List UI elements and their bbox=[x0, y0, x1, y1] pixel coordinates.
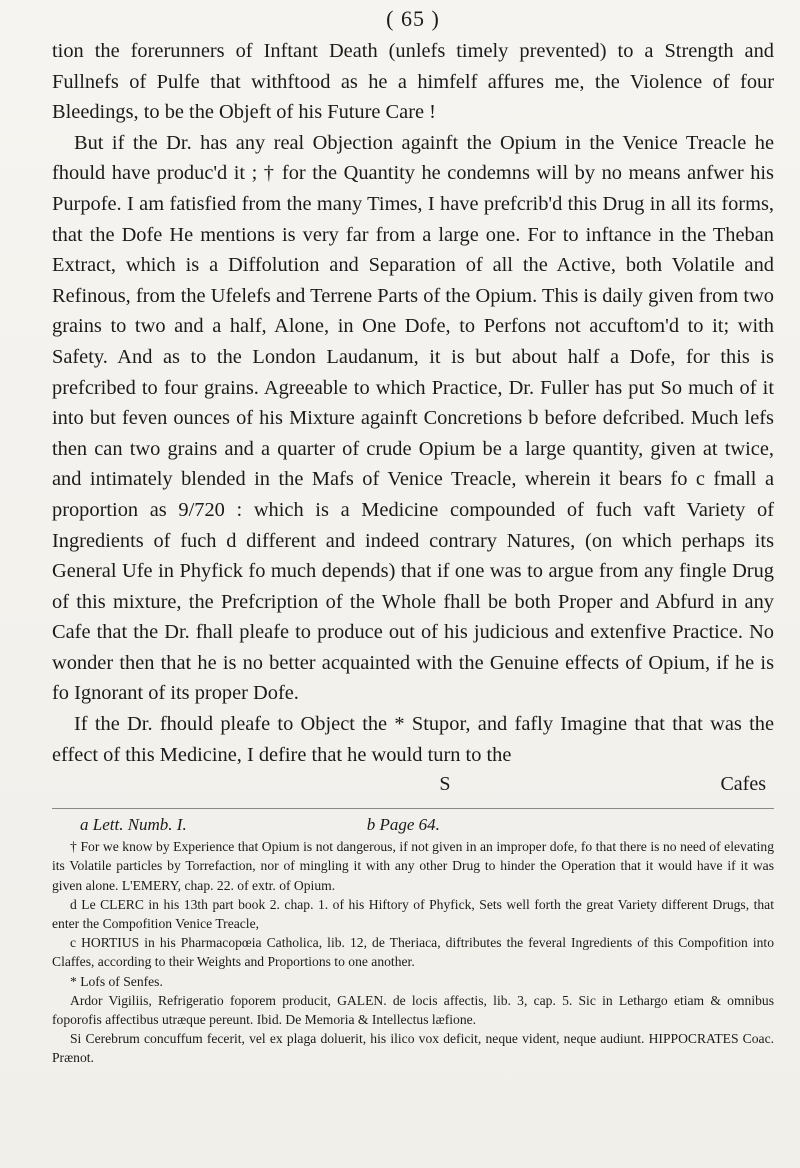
signature-mark: S bbox=[439, 773, 451, 796]
footnote: † For we know by Experience that Opium is not dangerous, if not given in an improper dofe, fo that there is no need of elevating its Volatile particles by Torrefaction, nor of mingling it with any other Drug to hinder the Operation that it would have if it was given alone. L'EMERY, chap. 22. of extr. of Opium. bbox=[52, 839, 774, 893]
catchword-line bbox=[52, 770, 774, 798]
reference-a: a Lett. Numb. I. bbox=[80, 815, 187, 835]
paragraph: If the Dr. fhould pleafe to Object the * Stupor, and fafly Imagine that that was the effect of this Medicine, I defire that he would turn to the bbox=[52, 713, 774, 766]
footnotes bbox=[52, 837, 774, 1067]
main-text bbox=[52, 36, 774, 770]
paragraph: tion the forerunners of Inftant Death (unlefs timely prevented) to a Strength and Fullnefs of Pulfe that withftood as he a himfelf affures me, the Violence of four Bleedings, to be the Objeft of his Future Care ! bbox=[52, 40, 774, 124]
paragraph: But if the Dr. has any real Objection againft the Opium in the Venice Treacle he fhould have produc'd it ; † for the Quantity he condemns will by no means anfwer his Purpofe. I am fatisfied from the many Times, I have prefcrib'd this Drug in all its forms, that the Dofe He mentions is very far from a large one. For to inftance in the Theban Extract, which is a Diffolution and Separation of all the Active, both Volatile and Refinous, from the Ufelefs and Terrene Parts of the Opium. This is daily given from two grains to two and a half, Alone, in One Dofe, to Perfons not accuftom'd to it; with Safety. And as to the London Laudanum, it is but about half a Dofe, for this is prefcribed to four grains. Agreeable to which Practice, Dr. Fuller has put So much of it into but feven ounces of his Mixture againft Concretions b before defcribed. Much lefs then can two grains and a quarter of crude Opium be a large quantity, given at twice, and intimately blended in the Mafs of Venice Treacle, wherein it bears fo c fmall a proportion as 9/720 : which is a Medicine compounded of fuch vaft Variety of Ingredients of fuch d different and indeed contrary Natures, (on which perhaps its General Ufe in Phyfick fo much depends) that if one was to argue from any fingle Drug of this mixture, the Prefcription of the Whole fhall be both Proper and Abfurd in any Cafe that the Dr. fhall pleafe to produce out of his judicious and extenfive Practice. No wonder then that he is no better acquainted with the Genuine effects of Opium, if he is fo Ignorant of its proper Dofe. bbox=[52, 131, 774, 705]
reference-b: b Page 64. bbox=[366, 815, 440, 835]
footnote: * Lofs of Senfes. bbox=[70, 973, 163, 989]
footnote-divider bbox=[52, 808, 774, 809]
footnote: d Le CLERC in his 13th part book 2. chap. 1. of his Hiftory of Phyfick, Sets well forth the great Variety different Drugs, that enter the Compofition Venice Treacle, bbox=[52, 896, 774, 932]
catchword: Cafes bbox=[720, 773, 766, 796]
footnote: c HORTIUS in his Pharmacopœia Catholica, lib. 12, de Theriaca, diftributes the feveral Ingredients of this Compofition into Claffes, according to their Weights and Proportions to one another. bbox=[52, 935, 774, 970]
footnote: Si Cerebrum concuffum fecerit, vel ex plaga doluerit, his ilico vox deficit, neque vident, neque audiunt. HIPPOCRATES Coac. Prænot. bbox=[52, 1031, 774, 1066]
footnote: Ardor Vigiliis, Refrigeratio foporem producit, GALEN. de locis affectis, lib. 3, cap. 5. Sic in Lethargo etiam & omnibus foporofis affectibus utræque pereunt. Ibid. De Memoria & Intellectus læfione. bbox=[52, 992, 774, 1028]
reference-line bbox=[52, 813, 774, 837]
page-number: ( 65 ) bbox=[386, 6, 440, 31]
